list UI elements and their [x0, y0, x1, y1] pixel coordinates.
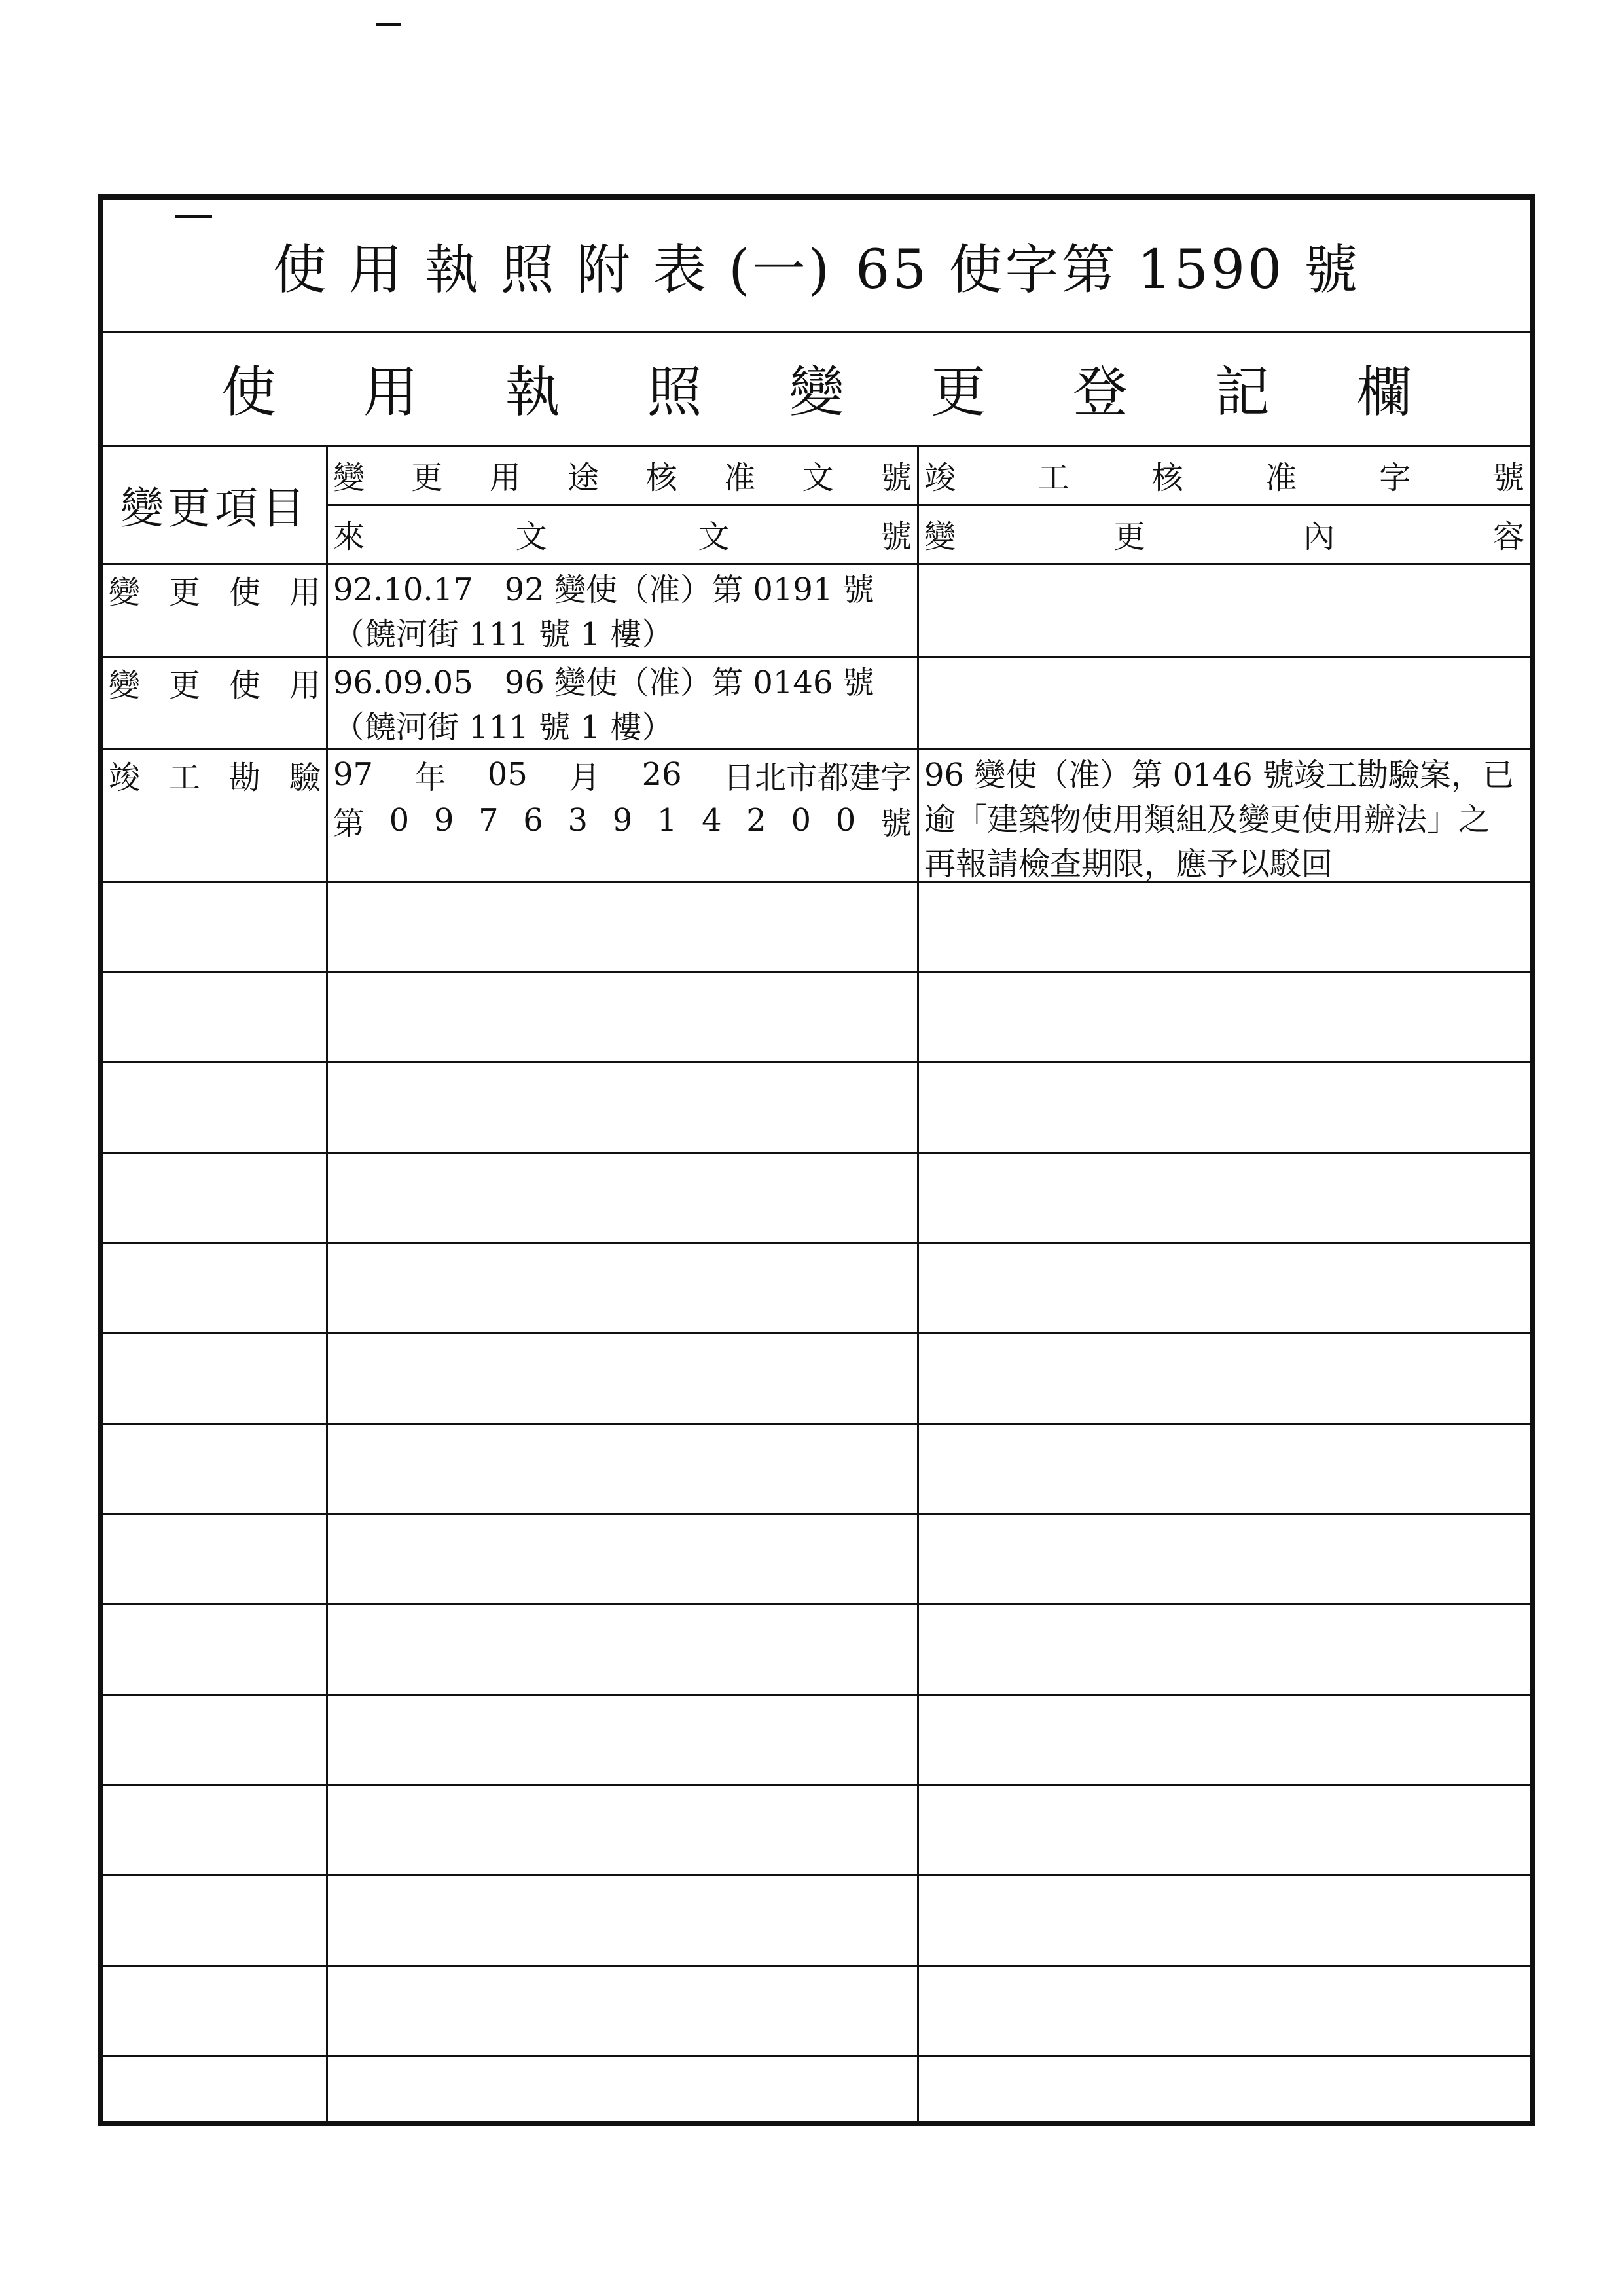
empty-row-divider — [103, 1423, 1530, 1425]
empty-row-divider — [103, 1603, 1530, 1605]
license-number: 65 使字第 1590 號 — [855, 238, 1361, 301]
scan-mark — [376, 23, 401, 26]
empty-row-divider — [103, 1332, 1530, 1334]
section-title: 使 用 執 照 變 更 登 記 欄 — [221, 360, 1412, 424]
empty-row-divider — [103, 1513, 1530, 1515]
row-doc-line2: 第 0 9 7 6 3 9 1 4 2 0 0 號 — [333, 802, 912, 842]
empty-row-divider — [103, 1694, 1530, 1696]
empty-row-divider — [103, 1965, 1530, 1967]
row-doc-line1: 97 年 05 月 26 日北市都建字 — [333, 756, 912, 796]
header-change-item: 變更項目 — [120, 483, 309, 534]
row-doc: 92.10.17 92 變使（准）第 0191 號 （饒河街 111 號 1 樓） — [333, 572, 874, 653]
title-prefix: 使 用 執 照 附 表 (一) — [272, 238, 833, 301]
empty-row-divider — [103, 1784, 1530, 1786]
divider — [103, 881, 1530, 883]
empty-row-divider — [103, 971, 1530, 973]
row-item: 竣 工 勘 驗 — [109, 759, 321, 796]
column-divider — [917, 445, 919, 2121]
header-incoming-doc-no: 來 文 文 號 — [333, 518, 912, 555]
row-content: 96 變使（准）第 0146 號竣工勘驗案，已 逾「建築物使用類組及變更使用辦法」之 再報請檢查期限，應予以駁回 — [924, 757, 1515, 883]
header-change-content: 變 更 內 容 — [924, 518, 1524, 555]
empty-row-divider — [103, 1874, 1530, 1876]
header-approval-doc-no: 變 更 用 途 核 准 文 號 — [333, 459, 912, 496]
document-title — [103, 200, 1530, 331]
row-item: 變 更 使 用 — [109, 666, 321, 704]
empty-row-divider — [103, 1152, 1530, 1154]
empty-row-divider — [103, 1061, 1530, 1063]
usage-license-table — [98, 194, 1535, 2126]
empty-row-divider — [103, 2055, 1530, 2057]
header-completion-no: 竣 工 核 准 字 號 — [924, 459, 1524, 496]
row-item: 變 更 使 用 — [109, 574, 321, 611]
empty-row-divider — [103, 1242, 1530, 1244]
row-doc: 96.09.05 96 變使（准）第 0146 號 （饒河街 111 號 1 樓） — [333, 665, 874, 746]
